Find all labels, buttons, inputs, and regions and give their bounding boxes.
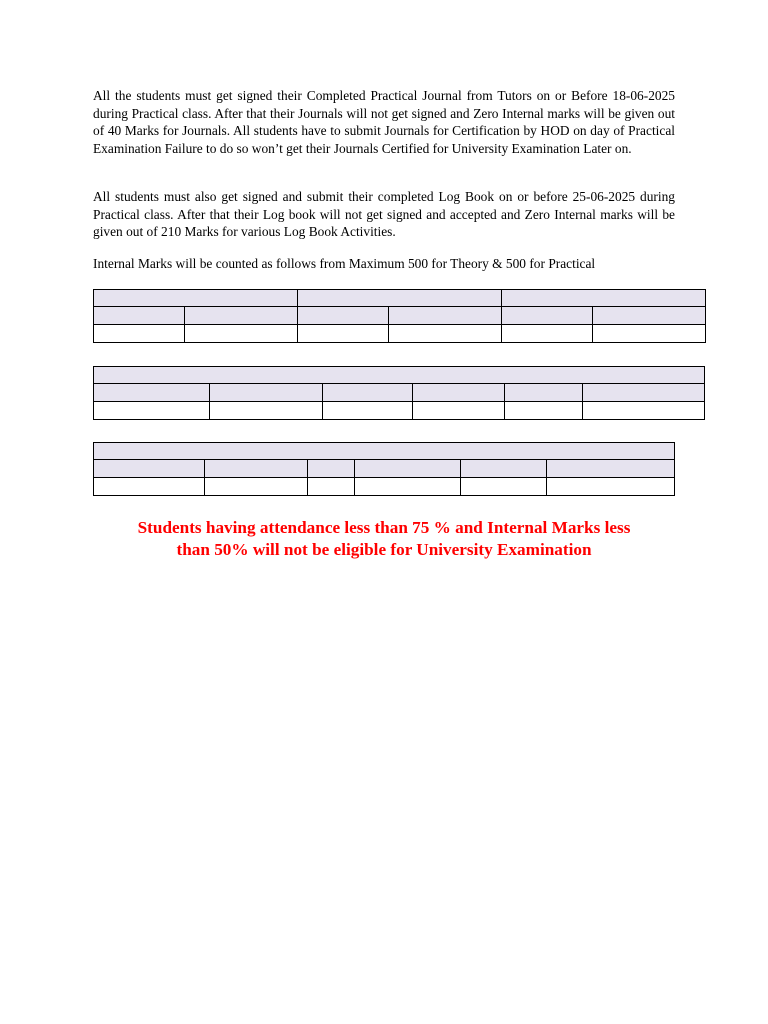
table-row (94, 325, 706, 343)
table-cell (583, 402, 705, 420)
marks-table-2 (93, 366, 705, 420)
table-cell (210, 402, 323, 420)
table-cell (323, 384, 413, 402)
table-cell (413, 384, 505, 402)
journal-paragraph: All the students must get signed their Completed Practical Journal from Tutors on or Before 18-06-2025 during Practical class. After that their Journals will not get signed and Zero Internal marks will be given out of 40 Marks for Journals. All students have to submit Journals for Certification by HOD on day of Practical Examination Failure to do so won’t get their Journals Certified for University Examination Later on. (93, 88, 675, 156)
table-cell (461, 478, 547, 496)
table-cell (298, 325, 389, 343)
table-cell (413, 402, 505, 420)
table-cell (502, 307, 593, 325)
table-cell (205, 460, 308, 478)
table-cell (94, 384, 210, 402)
table-cell (94, 460, 205, 478)
table-cell (461, 460, 547, 478)
table-row (94, 478, 675, 496)
marks-table-3 (93, 442, 675, 496)
table-header-row (94, 367, 705, 384)
table-cell (94, 325, 185, 343)
internal-marks-paragraph: Internal Marks will be counted as follows from Maximum 500 for Theory & 500 for Practical (93, 256, 596, 271)
table-cell (205, 478, 308, 496)
table-row (94, 402, 705, 420)
table-cell (502, 290, 706, 307)
table-cell (94, 367, 705, 384)
table-cell (210, 384, 323, 402)
table-cell (94, 307, 185, 325)
table-cell (505, 402, 583, 420)
table-cell (593, 325, 706, 343)
table-cell (355, 460, 461, 478)
table-cell (94, 290, 298, 307)
table-cell (298, 307, 389, 325)
table-cell (505, 384, 583, 402)
table-cell (389, 325, 502, 343)
table-row (94, 460, 675, 478)
table-cell (323, 402, 413, 420)
table-cell (308, 478, 355, 496)
table-cell (547, 460, 675, 478)
table-cell (502, 325, 593, 343)
logbook-paragraph: All students must also get signed and submit their completed Log Book on or before 25-06-2025 during Practical class. After that their Log book will not get signed and accepted and Zero Internal marks will be given out of 210 Marks for various Log Book Activities. (93, 189, 675, 239)
table-cell (94, 478, 205, 496)
table-cell (389, 307, 502, 325)
table-cell (583, 384, 705, 402)
table-cell (94, 402, 210, 420)
table-header-row (94, 290, 706, 307)
table-cell (593, 307, 706, 325)
table-cell (298, 290, 502, 307)
marks-table-1 (93, 289, 706, 343)
table-row (94, 384, 705, 402)
table-cell (547, 478, 675, 496)
eligibility-notice (76, 517, 692, 561)
table-header-row (94, 443, 675, 460)
table-cell (185, 307, 298, 325)
table-cell (185, 325, 298, 343)
table-cell (94, 443, 675, 460)
eligibility-notice-line-2: than 50% will not be eligible for University Examination (176, 540, 592, 559)
table-cell (308, 460, 355, 478)
table-cell (355, 478, 461, 496)
table-row (94, 307, 706, 325)
eligibility-notice-line-1: Students having attendance less than 75 % and Internal Marks less (137, 518, 631, 537)
